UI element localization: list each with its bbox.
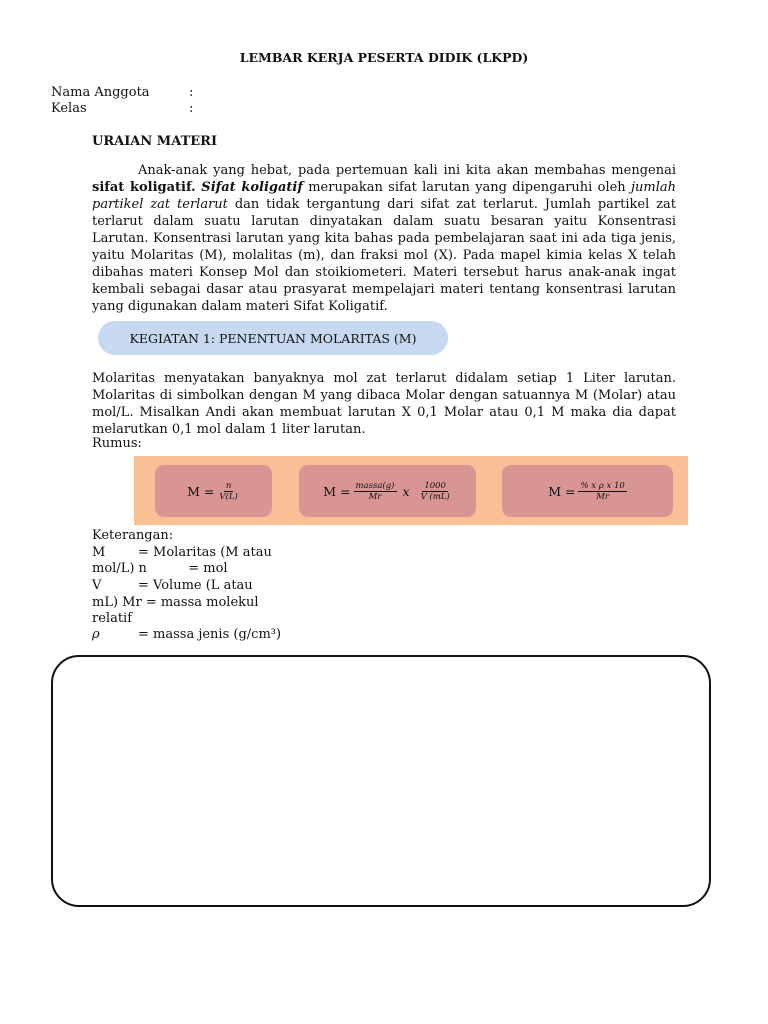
keterangan-line bbox=[92, 627, 281, 644]
field-kelas bbox=[51, 101, 193, 116]
field-label: Nama Anggota bbox=[51, 85, 150, 100]
formula-box-2 bbox=[299, 465, 476, 517]
page-title: LEMBAR KERJA PESERTA DIDIK (LKPD) bbox=[239, 50, 529, 65]
keterangan-text: mL) Mr = massa molekul bbox=[92, 595, 259, 610]
keterangan-text: = massa jenis (g/cm³) bbox=[138, 627, 282, 642]
intro-paragraph bbox=[92, 162, 676, 315]
field-nama-anggota bbox=[51, 85, 193, 100]
fraction-denominator: Mr bbox=[596, 491, 609, 502]
section-heading: URAIAN MATERI bbox=[92, 134, 218, 149]
formula-operator: x bbox=[402, 483, 410, 499]
field-label: Kelas bbox=[51, 101, 87, 116]
answer-box[interactable] bbox=[51, 655, 711, 907]
intro-bold-italic-term: Sifat koligatif bbox=[195, 180, 303, 195]
formula-box-3 bbox=[502, 465, 673, 517]
intro-text: merupakan sifat larutan yang dipengaruhi oleh bbox=[302, 180, 631, 195]
keterangan-symbol: ρ bbox=[92, 627, 100, 642]
keterangan-text: mol/L) n = mol bbox=[92, 561, 228, 576]
keterangan-symbol: V bbox=[92, 578, 102, 593]
formula-fraction bbox=[217, 481, 239, 502]
formula-fraction bbox=[419, 481, 452, 502]
formula-fraction bbox=[354, 481, 397, 502]
keterangan-line bbox=[92, 545, 272, 562]
intro-text: Anak-anak yang hebat, pada pertemuan kali ini kita akan membahas mengenai bbox=[138, 163, 676, 178]
molarity-paragraph: Molaritas menyatakan banyaknya mol zat terlarut didalam setiap 1 Liter larutan. Molaritas di simbolkan dengan M yang dibaca Molar dengan satuannya M (Molar) atau mol/L. Misalkan Andi akan membuat larutan X 0,1 Molar atau 0,1 M maka dia dapat melarutkan 0,1 mol dalam 1 liter larutan. bbox=[92, 371, 676, 437]
formula-lhs: M = bbox=[323, 483, 351, 499]
field-separator: : bbox=[189, 101, 194, 116]
keterangan-text: = Volume (L atau bbox=[138, 578, 253, 593]
formula-lhs: M = bbox=[548, 483, 576, 499]
activity-label-text: KEGIATAN 1: PENENTUAN MOLARITAS (M) bbox=[129, 330, 417, 346]
keterangan-line bbox=[92, 595, 259, 612]
fraction-numerator: n bbox=[225, 480, 232, 491]
formula-fraction bbox=[578, 481, 626, 502]
keterangan-text: relatif bbox=[92, 611, 133, 626]
field-separator: : bbox=[189, 85, 194, 100]
fraction-numerator: massa(g) bbox=[355, 480, 395, 491]
formula-box-1 bbox=[155, 465, 272, 517]
keterangan-line bbox=[92, 561, 228, 578]
fraction-denominator: V (mL) bbox=[420, 491, 450, 502]
formula-lhs: M = bbox=[187, 483, 215, 499]
intro-italic-term: jumlah partikel zat terlarut bbox=[92, 180, 676, 212]
fraction-numerator: % x ρ x 10 bbox=[580, 480, 625, 491]
fraction-numerator: 1000 bbox=[424, 480, 446, 491]
formula-band bbox=[134, 456, 688, 525]
keterangan-heading: Keterangan: bbox=[92, 528, 174, 543]
keterangan-line bbox=[92, 611, 132, 628]
fraction-denominator: Mr bbox=[368, 491, 382, 502]
fraction-denominator: V(L) bbox=[219, 491, 238, 502]
intro-text: dan tidak tergantung dari sifat zat terlarut. Jumlah partikel zat terlarut dalam suatu larutan dinyatakan dalam suatu besaran yaitu Konsentrasi Larutan. Konsentrasi larutan yang kita bahas pada pembelajaran saat ini ada tiga jenis, yaitu Molaritas (M), molalitas (m), dan fraksi mol (X). Pada mapel kimia kelas X telah dibahas materi Konsep Mol dan stoikiometeri. Materi tersebut harus anak-anak ingat kembali sebagai dasar atau prasyarat mempelajari materi tentang konsentrasi larutan yang digunakan dalam materi Sifat Koligatif. bbox=[92, 197, 676, 314]
intro-bold-term: sifat koligatif. bbox=[92, 180, 196, 195]
keterangan-symbol: M bbox=[92, 545, 106, 560]
keterangan-text: = Molaritas (M atau bbox=[138, 545, 272, 560]
keterangan-line bbox=[92, 578, 253, 595]
rumus-label: Rumus: bbox=[92, 436, 142, 451]
activity-label bbox=[98, 321, 448, 355]
